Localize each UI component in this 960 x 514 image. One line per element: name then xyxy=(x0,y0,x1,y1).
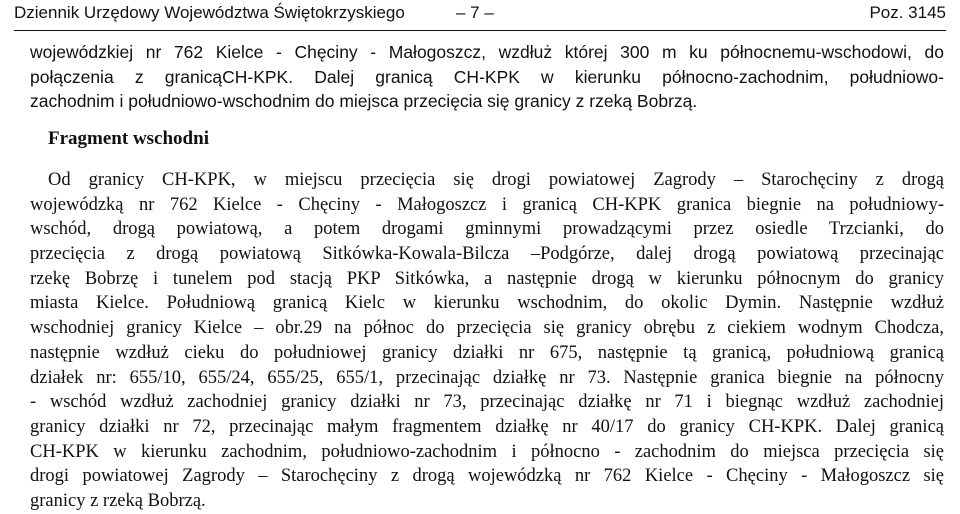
position-number: Poz. 3145 xyxy=(869,3,946,22)
body-line: przecięcia z drogą powiatową Sitkówka-Kowala-Bilcza –Podgórze, dalej drogą powiatową przecinając xyxy=(30,244,944,265)
body-line: wojewódzką nr 762 Kielce - Chęciny - Małogoszcz i granicą CH-KPK granica biegnie na południowy- xyxy=(30,194,944,215)
page-header xyxy=(14,0,946,31)
intro-line: wojewódzkiej nr 762 Kielce - Chęciny - Małogoszcz, wzdłuż której 300 m ku północnemu-wschodowi, do xyxy=(30,42,944,62)
body-line: granicy z rzeką Bobrzą. xyxy=(30,490,206,511)
body-line: miasta Kielce. Południową granicą Kielc w kierunku wschodnim, do okolic Dymin. Następnie wzdłuż xyxy=(30,293,944,314)
body-line: wschodniej granicy Kielce – obr.29 na północ do przecięcia się granicy obrębu z ciekiem wodnym Chodcza, xyxy=(30,318,944,339)
body-line: granicy działki nr 72, przecinając małym fragmentem działkę nr 40/17 do granicy CH-KPK. Dalej granicą xyxy=(30,416,944,437)
body-line: rzekę Bobrzę i tunelem pod stacją PKP Sitkówka, a następnie drogą w kierunku północnym do granicy xyxy=(30,268,944,289)
section-heading: Fragment wschodni xyxy=(48,128,209,149)
body-line: Od granicy CH-KPK, w miejscu przecięcia się drogi powiatowej Zagrody – Starochęciny z drogą xyxy=(48,170,944,190)
main-paragraph xyxy=(30,168,944,514)
body-line: drogi powiatowej Zagrody – Starochęciny z drogą wojewódzką nr 762 Kielce - Chęciny - Małogoszcz się xyxy=(30,466,944,487)
page-number: – 7 – xyxy=(456,3,494,22)
journal-title: Dziennik Urzędowy Województwa Świętokrzyskiego xyxy=(14,3,405,22)
body-line: następnie wzdłuż cieku do południowej granicy działki nr 675, następnie tą granicą, południową granicą xyxy=(30,342,944,363)
intro-line: zachodnim i południowo-wschodnim do miejsca przecięcia się granicy z rzeką Bobrzą. xyxy=(30,91,698,112)
body-line: działek nr: 655/10, 655/24, 655/25, 655/1, przecinając działkę nr 73. Następnie granica biegnie na północny xyxy=(30,367,944,388)
intro-line: połączenia z granicąCH-KPK. Dalej granicą CH-KPK w kierunku północno-zachodnim, południowo- xyxy=(30,66,944,87)
body-line: wschód, drogą powiatową, a potem drogami gminnymi prowadzącymi przez osiedle Trzcianki, do xyxy=(30,219,944,240)
intro-paragraph xyxy=(30,40,944,114)
body-line: - wschód wzdłuż zachodniej granicy działki nr 73, przecinając działkę nr 71 i biegnąc wzdłuż zachodniej xyxy=(30,392,944,413)
body-line: CH-KPK w kierunku zachodnim, południowo-zachodnim i północno - zachodnim do miejsca przecięcia się xyxy=(30,441,944,462)
